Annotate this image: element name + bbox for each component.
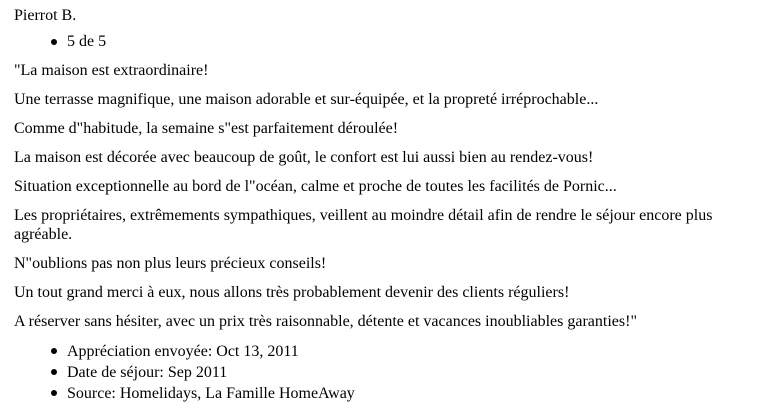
review-stay-date: Date de séjour: Sep 2011 [67, 362, 754, 383]
rating-item: 5 de 5 [67, 32, 754, 51]
review-paragraph: Un tout grand merci à eux, nous allons très probablement devenir des clients réguliers! [14, 284, 570, 301]
review-paragraph: La maison est décorée avec beaucoup de goût, le confort est lui aussi bien au rendez-vous! [14, 149, 594, 166]
review-submitted-date: Appréciation envoyée: Oct 13, 2011 [67, 341, 754, 362]
rating-list [14, 32, 754, 51]
review-paragraph: N"oublions pas non plus leurs précieux conseils! [14, 255, 327, 272]
review-paragraph: Situation exceptionnelle au bord de l"océan, calme et proche de toutes les facilités de Pornic... [14, 178, 617, 195]
review-paragraph: Les propriétaires, extrêmements sympathiques, veillent au moindre détail afin de rendre le séjour encore plus agréable. [14, 207, 713, 243]
review-meta-list [14, 341, 754, 404]
review-paragraph: Comme d"habitude, la semaine s"est parfaitement déroulée! [14, 120, 399, 137]
reviewer-name: Pierrot B. [14, 7, 77, 24]
review-paragraph: Une terrasse magnifique, une maison adorable et sur-équipée, et la propreté irréprochable... [14, 91, 599, 108]
review-source: Source: Homelidays, La Famille HomeAway [67, 383, 754, 404]
review-paragraph: A réserver sans hésiter, avec un prix très raisonnable, détente et vacances inoubliables garanties!" [14, 313, 637, 330]
review-paragraph: "La maison est extraordinaire! [14, 62, 209, 79]
